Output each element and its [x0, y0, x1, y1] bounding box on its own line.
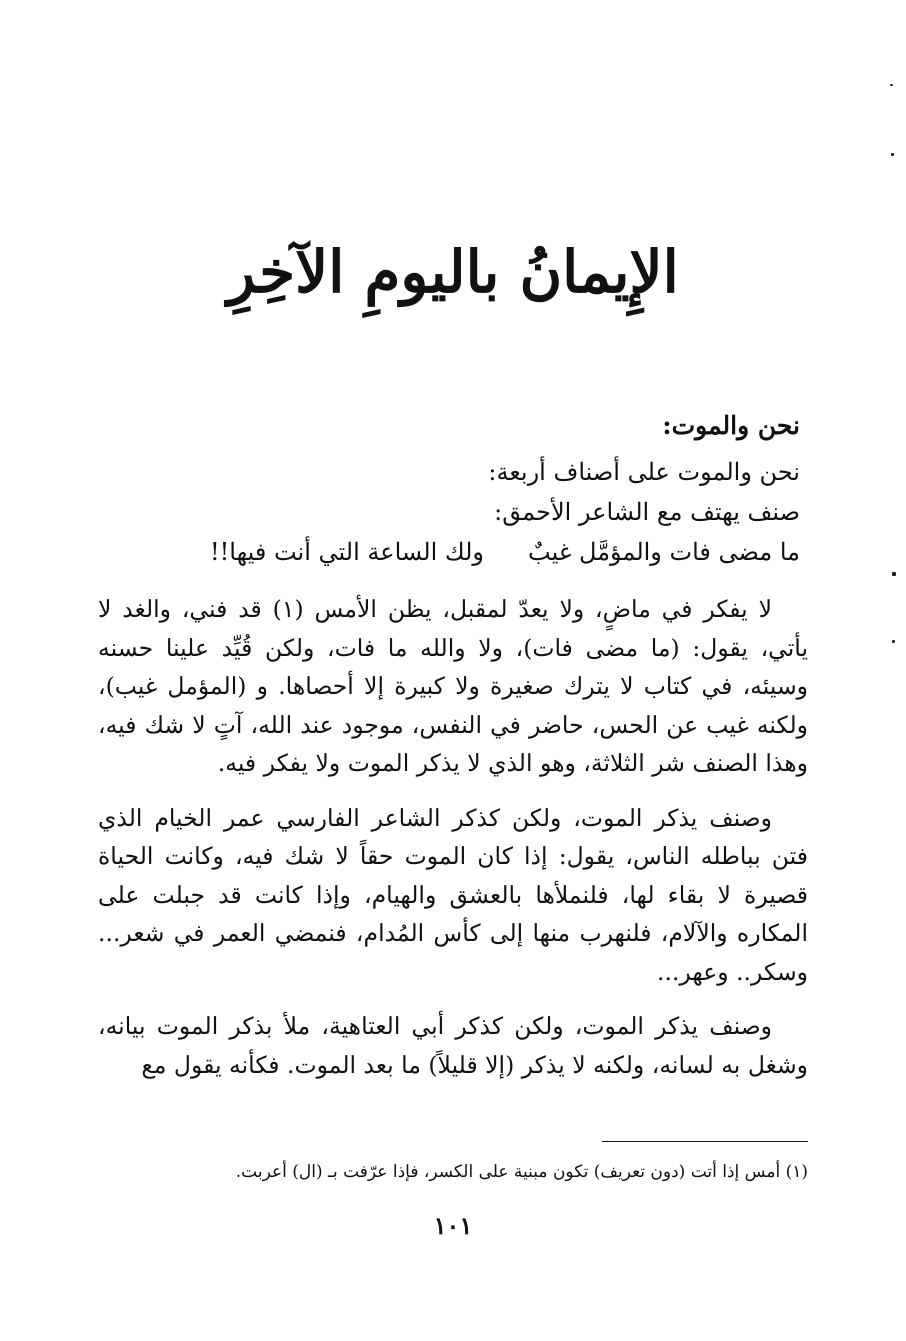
footnote-separator [602, 1141, 808, 1142]
couplet-first-hemistich: ما مضى فات والمؤمَّل غيبٌ [528, 538, 800, 566]
body-text [98, 590, 808, 1100]
couplet-second-hemistich: ولك الساعة التي أنت فيها!! [209, 538, 485, 566]
poetry-couplet [100, 532, 800, 572]
verse-line-2: صنف يهتف مع الشاعر الأحمق: [494, 498, 800, 526]
chapter-title: الإِيمانُ باليومِ الآخِرِ [227, 238, 679, 306]
scan-edge-mark [890, 84, 893, 86]
scan-edge-mark [891, 153, 894, 156]
scan-edge-mark [892, 640, 895, 643]
section-heading: نحن والموت: [662, 411, 800, 440]
footnote: (١) أمس إذا أتت (دون تعريف) تكون مبنية على الكسر، فإذا عرّفت بـ (ال) أعربت. [235, 1162, 808, 1182]
paragraph-1: لا يفكر في ماضٍ، ولا يعدّ لمقبل، يظن الأمس (١) قد فني، والغد لا يأتي، يقول: (ما مضى فات)، ولا والله ما فات، ولكن قُيِّد علينا حسنه وسيئه، في كتاب لا يترك صغيرة ولا كبيرة إلا أحصاها. و (المؤمل غيب)، ولكنه غيب عن الحس، حاضر في النفس، موجود عند الله، آتٍ لا شك فيه، وهذا الصنف شر الثلاثة، وهو الذي لا يذكر الموت ولا يفكر فيه. [98, 595, 808, 777]
verse-block [100, 452, 800, 572]
page-number: ١٠١ [433, 1211, 473, 1240]
paragraph-3: وصنف يذكر الموت، ولكن كذكر أبي العتاهية، ملأ بذكر الموت بيانه، وشغل به لسانه، ولكنه لا يذكر (إلا قليلاً) ما بعد الموت. فكأنه يقول مع [98, 1012, 808, 1079]
paragraph-2: وصنف يذكر الموت، ولكن كذكر الشاعر الفارسي عمر الخيام الذي فتن بباطله الناس، يقول: إذا كان الموت حقاً لا شك فيه، وكانت الحياة قصيرة لا بقاء لها، فلنملأها بالعشق والهيام، وإذا كانت قد جبلت على المكاره والآلام، فلنهرب منها إلى كأس المُدام، فنمضي العمر في شعر... وسكر.. وعهر... [98, 803, 808, 986]
scan-edge-mark [892, 572, 896, 576]
verse-line-1: نحن والموت على أصناف أربعة: [488, 458, 800, 486]
